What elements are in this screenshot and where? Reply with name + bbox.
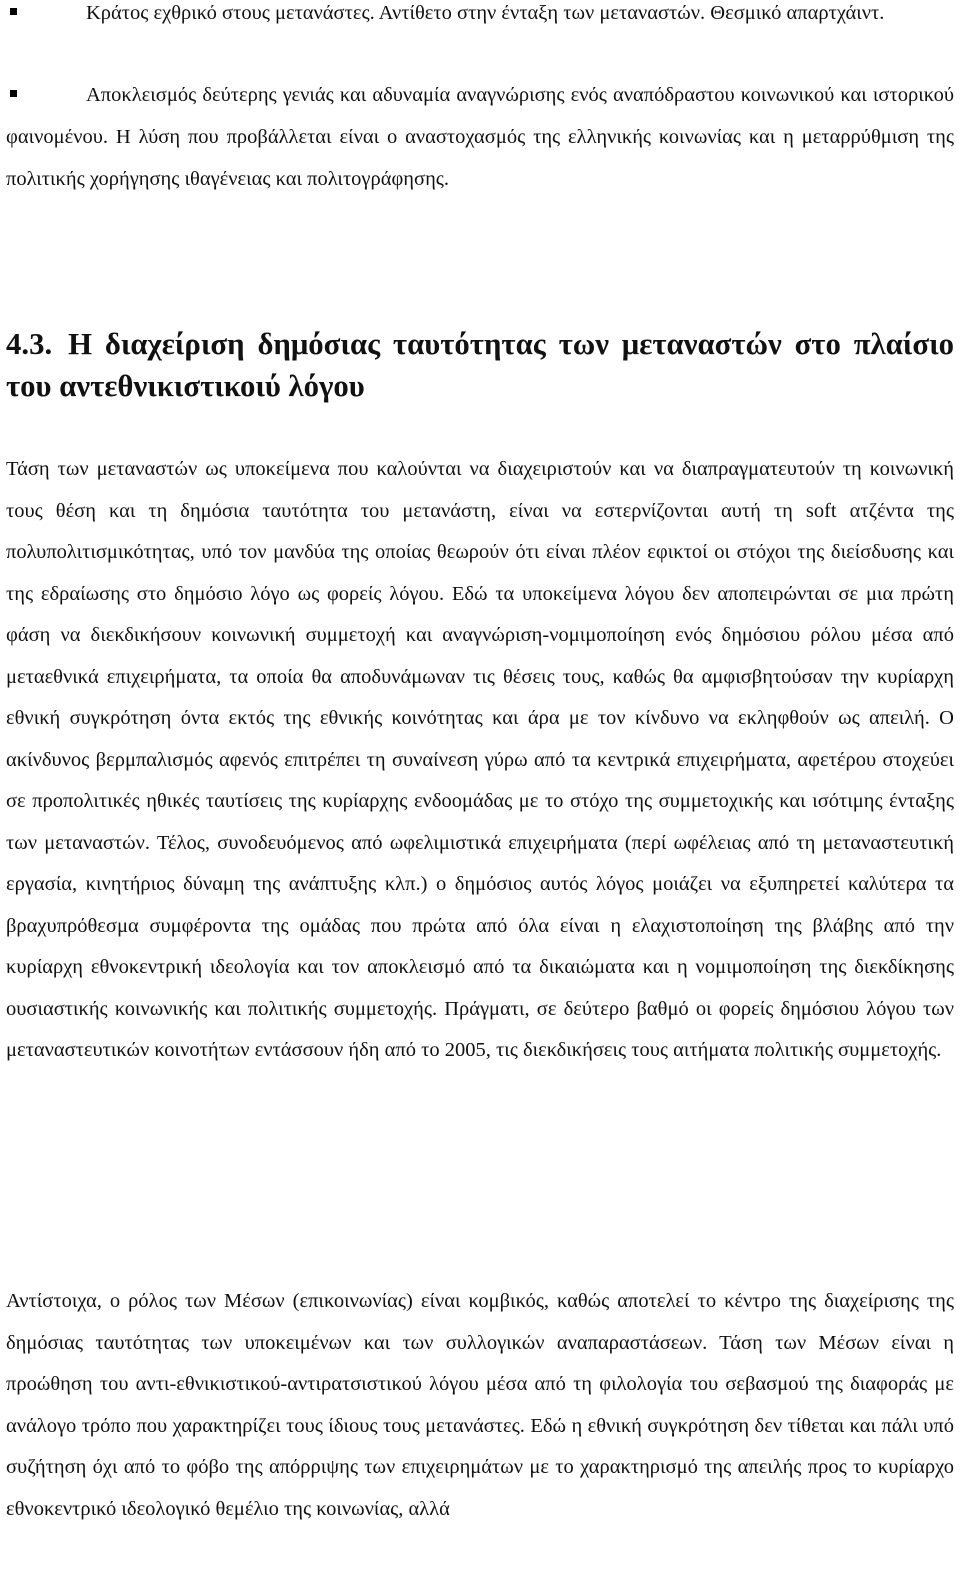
- square-bullet-icon: [10, 90, 17, 97]
- section-heading: [6, 323, 954, 407]
- bullet-text: Αποκλεισμός δεύτερης γενιάς και αδυναμία αναγνώρισης ενός αναπόδραστου κοινωνικού και ιστορικού φαινομένου. Η λύση που προβάλλεται είναι ο αναστοχασμός της ελληνικής κοινωνίας και η μεταρρύθμιση της πολιτικής χορήγησης ιθαγένειας και πολιτογράφησης.: [6, 84, 954, 190]
- section-title: Η διαχείριση δημόσιας ταυτότητας των μεταναστών στο πλαίσιο του αντεθνικιστικοιύ λόγου: [6, 327, 954, 403]
- bullet-text: Κράτος εχθρικό στους μετανάστες. Αντίθετο στην ένταξη των μεταναστών. Θεσμικό απαρτχάιντ.: [86, 2, 885, 24]
- bullet-item: [6, 74, 954, 200]
- square-bullet-icon: [10, 8, 17, 15]
- body-paragraph: Αντίστοιχα, ο ρόλος των Μέσων (επικοινωνίας) είναι κομβικός, καθώς αποτελεί το κέντρο της διαχείρισης της δημόσιας ταυτότητας των υποκειμένων και των συλλογικών αναπαραστάσεων. Τάση των Μέσων είναι η προώθηση του αντι-εθνικιστικού-αντιρατσιστικού λόγου μέσα από τη φιλολογία του σεβασμού της διαφοράς με ανάλογο τρόπο που χαρακτηρίζει τους ίδιους τους μετανάστες. Εδώ η εθνική συγκρότηση δεν τίθεται και πάλι υπό συζήτηση όχι από το φόβο της απόρριψης των επιχειρημάτων με το χαρακτηρισμό της απειλής προς το κυρίαρχο εθνοκεντρικό ιδεολογικό θεμέλιο της κοινωνίας, αλλά: [6, 1290, 954, 1520]
- bullet-item: [6, 0, 954, 34]
- section-number: 4.3.: [6, 327, 53, 361]
- body-paragraph: Τάση των μεταναστών ως υποκείμενα που καλούνται να διαχειριστούν και να διαπραγματευτούν τη κοινωνική τους θέση και τη δημόσια ταυτότητα του μετανάστη, είναι να εστερνίζονται αυτή τη soft ατζέντα της πολυπολιτισμικότητας, υπό τον μανδύα της οποίας θεωρούν ότι είναι πλέον εφικτοί οι στόχοι της διείσδυσης και της εδραίωσης στο δημόσιο λόγο ως φορείς λόγου. Εδώ τα υποκείμενα λόγου δεν αποπειρώνται σε μια πρώτη φάση να διεκδικήσουν κοινωνική συμμετοχή και αναγνώριση-νομιμοποίηση ενός δημόσιου ρόλου μέσα από μεταεθνικά επιχειρήματα, τα οποία θα αποδυνάμωναν τις θέσεις τους, καθώς θα αμφισβητούσαν την κυρίαρχη εθνική συγκρότηση όντα εκτός της εθνικής κοινότητας και άρα με τον κίνδυνο να εκληφθούν ως απειλή. Ο ακίνδυνος βερμπαλισμός αφενός επιτρέπει τη συναίνεση γύρω από τα κεντρικά επιχειρήματα, αφετέρου στοχεύει σε προπολιτικές ηθικές ταυτίσεις της κυρίαρχης ενδοομάδας με το στόχο της συμμετοχικής και ισότιμης ένταξης των μεταναστών. Τέλος, συνοδευόμενος από ωφελιμιστικά επιχειρήματα (περί ωφέλειας από τη μεταναστευτική εργασία, κινητήριος δύναμη της ανάπτυξης κλπ.) ο δημόσιος αυτός λόγος μοιάζει να εξυπηρετεί καλύτερα τα βραχυπρόθεσμα συμφέροντα της ομάδας που πρώτα από όλα είναι η ελαχιστοποίηση της βλάβης από την κυρίαρχη εθνοκεντρική ιδεολογία και τον αποκλεισμό από τα δικαιώματα και η νομιμοποίηση της διεκδίκησης ουσιαστικής κοινωνικής και πολιτικής συμμετοχής. Πράγματι, σε δεύτερο βαθμό οι φορείς δημόσιου λόγου των μεταναστευτικών κοινοτήτων εντάσσουν ήδη από το 2005, τις διεκδικήσεις τους αιτήματα πολιτικής συμμετοχής.: [6, 458, 954, 1061]
